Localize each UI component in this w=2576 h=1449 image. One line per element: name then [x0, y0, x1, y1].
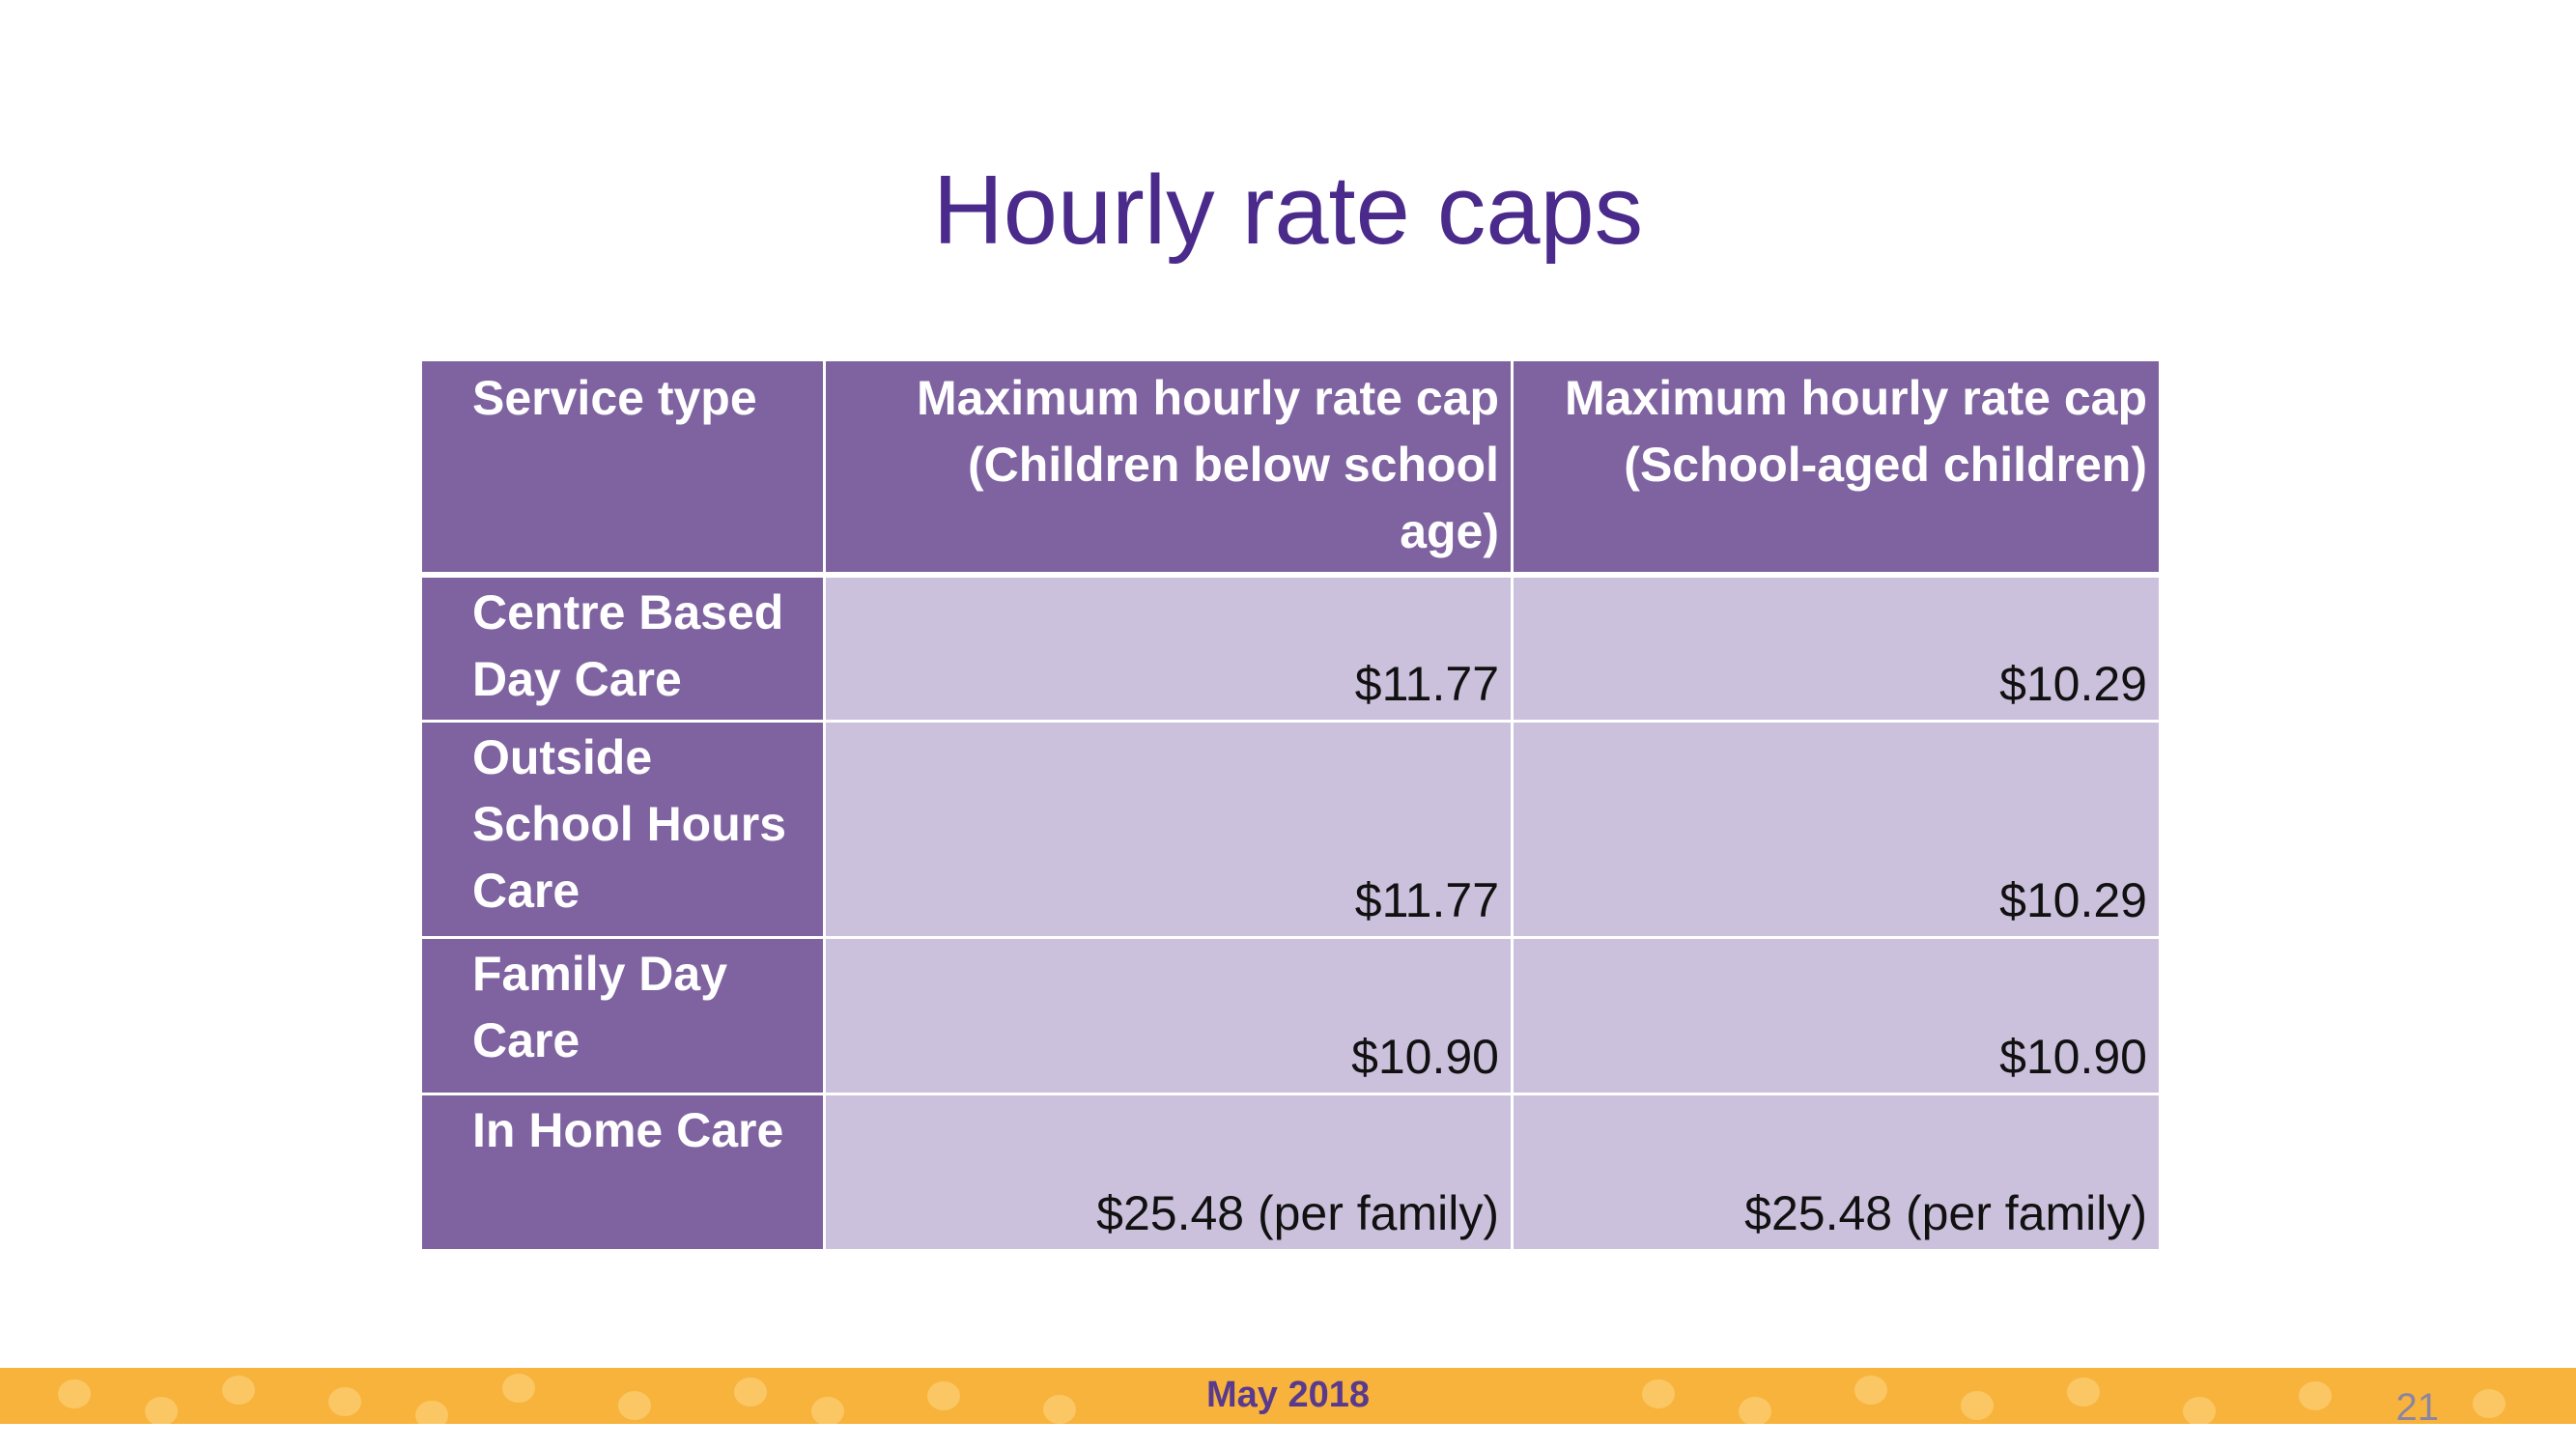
service-type-cell: Family Day Care	[421, 938, 825, 1094]
header-school-aged: Maximum hourly rate cap (School-aged children)	[1513, 360, 2161, 575]
footer-date: May 2018	[1205, 1375, 1370, 1415]
rate-below-school-age: $11.77	[825, 575, 1513, 722]
rate-caps-table	[419, 358, 2162, 1252]
table-header-row	[421, 360, 2161, 575]
service-type-cell: Outside School Hours Care	[421, 722, 825, 938]
rate-school-aged: $10.29	[1513, 575, 2161, 722]
rate-school-aged: $10.90	[1513, 938, 2161, 1094]
slide-title: Hourly rate caps	[932, 156, 1644, 265]
table-row	[421, 722, 2161, 938]
rate-school-aged: $25.48 (per family)	[1513, 1094, 2161, 1251]
table-row	[421, 938, 2161, 1094]
header-service-type: Service type	[421, 360, 825, 575]
rate-below-school-age: $10.90	[825, 938, 1513, 1094]
service-type-cell: In Home Care	[421, 1094, 825, 1251]
rate-below-school-age: $25.48 (per family)	[825, 1094, 1513, 1251]
rate-below-school-age: $11.77	[825, 722, 1513, 938]
page-number: 21	[2395, 1386, 2439, 1429]
table-row	[421, 575, 2161, 722]
table-row	[421, 1094, 2161, 1251]
service-type-cell: Centre Based Day Care	[421, 575, 825, 722]
header-below-school-age: Maximum hourly rate cap (Children below school age)	[825, 360, 1513, 575]
rate-school-aged: $10.29	[1513, 722, 2161, 938]
